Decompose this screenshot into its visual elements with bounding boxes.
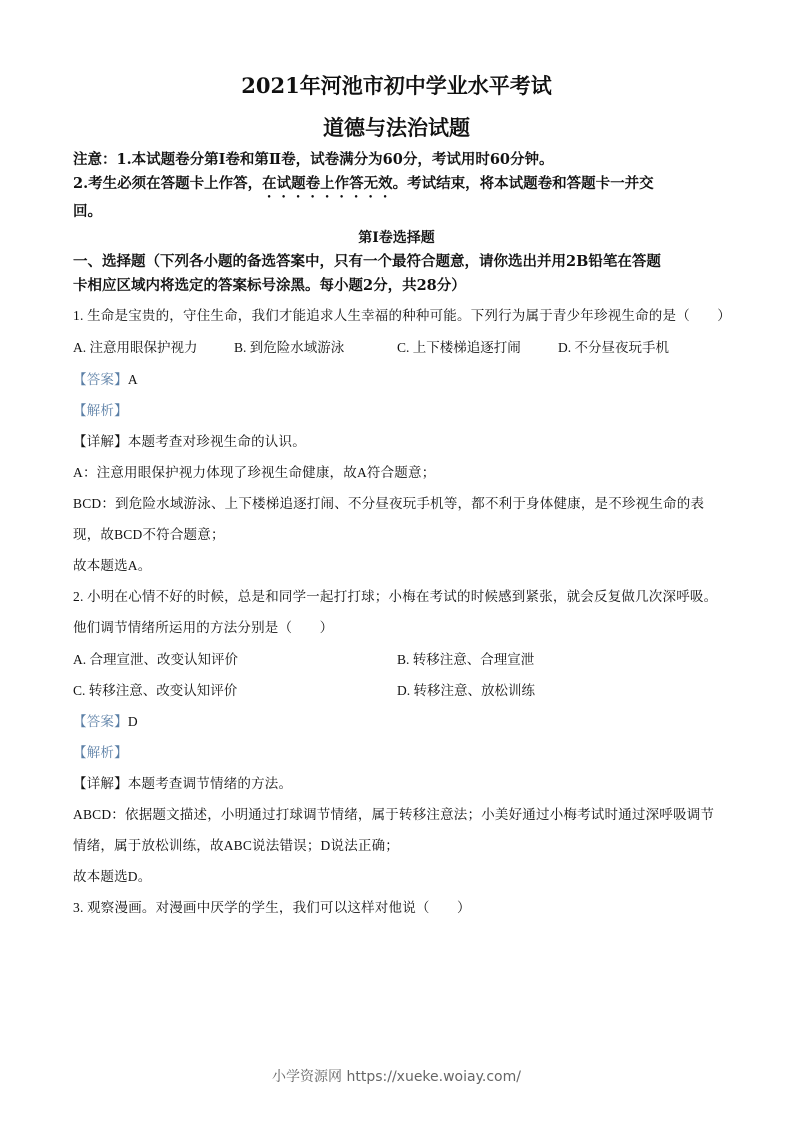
question-2-option-c: C. 转移注意、改变认知评价 (73, 683, 238, 698)
question-1-option-c: C. 上下楼梯追逐打闹 (397, 340, 521, 355)
question-1-detail-1: A：注意用眼保护视力体现了珍视生命健康，故A符合题意； (73, 465, 436, 480)
notice-line-2-post: 。考试结束，将本试题卷和答题卡一并交 (392, 175, 654, 192)
notice-line-1: 注意：1.本试题卷分第Ⅰ卷和第Ⅱ卷，试卷满分为60分，考试用时60分钟。 (73, 151, 554, 168)
answer-value: A (127, 372, 138, 387)
notice-line-2 (73, 172, 654, 201)
section-instruction-1: 一、选择题（下列各小题的备选答案中，只有一个最符合题意，请你选出并用2B铅笔在答题 (73, 253, 661, 270)
question-2-stem-1: 2. 小明在心情不好的时候，总是和同学一起打打球；小梅在考试的时候感到紧张，就会反复做几次深呼吸。 (73, 589, 718, 604)
notice-emphasis: 在试题卷上作答无效 (262, 175, 393, 192)
question-2-detail-1: ABCD：依据题文描述，小明通过打球调节情绪，属于转移注意法；小美好通过小梅考试时通过深呼吸调节 (73, 807, 715, 822)
answer-value: D (127, 714, 138, 729)
section-title: 第Ⅰ卷选择题 (358, 230, 435, 246)
question-2-answer (73, 710, 138, 730)
question-1-detail-4: 故本题选A。 (73, 558, 152, 573)
question-3-stem: 3. 观察漫画。对漫画中厌学的学生，我们可以这样对他说（ ） (73, 900, 471, 915)
detail-label: 【详解】 (73, 434, 128, 449)
question-1-analysis-label: 【解析】 (73, 403, 128, 418)
question-2-option-d: D. 转移注意、放松训练 (397, 683, 535, 698)
footer-watermark: 小学资源网 https://xueke.woiay.com/ (272, 1069, 521, 1085)
notice-line-2-pre: 2.考生必须在答题卡上作答， (73, 175, 263, 192)
question-1-option-d: D. 不分昼夜玩手机 (558, 340, 669, 355)
question-2-detail-0 (73, 772, 292, 792)
question-2-analysis-label: 【解析】 (73, 745, 128, 760)
question-2-stem-2: 他们调节情绪所运用的方法分别是（ ） (73, 620, 334, 635)
detail-text: 本题考查调节情绪的方法。 (127, 776, 293, 791)
question-2-detail-2: 情绪，属于放松训练，故ABC说法错误；D说法正确； (73, 838, 400, 853)
notice-line-3: 回。 (73, 203, 102, 220)
answer-label: 【答案】 (73, 714, 128, 729)
question-1-option-b: B. 到危险水域游泳 (234, 340, 345, 355)
question-2-option-b: B. 转移注意、合理宣泄 (397, 652, 535, 667)
subject-title: 道德与法治试题 (323, 115, 470, 140)
question-1-stem: 1. 生命是宝贵的，守住生命，我们才能追求人生幸福的种种可能。下列行为属于青少年珍视生命的是（ ） (73, 308, 731, 323)
answer-label: 【答案】 (73, 372, 128, 387)
question-1-detail-0 (73, 430, 306, 450)
exam-title: 2021年河池市初中学业水平考试 (241, 73, 552, 98)
question-1-answer (73, 368, 138, 388)
question-2-option-a: A. 合理宣泄、改变认知评价 (73, 652, 238, 667)
question-1-detail-3: 现，故BCD不符合题意； (73, 527, 225, 542)
detail-text: 本题考查对珍视生命的认识。 (127, 434, 306, 449)
question-1-option-a: A. 注意用眼保护视力 (73, 340, 198, 355)
detail-label: 【详解】 (73, 776, 128, 791)
question-2-detail-3: 故本题选D。 (73, 869, 152, 884)
section-instruction-2: 卡相应区域内将选定的答案标号涂黑。每小题2分，共28分） (73, 277, 466, 294)
question-1-detail-2: BCD：到危险水域游泳、上下楼梯追逐打闹、不分昼夜玩手机等，都不利于身体健康，是不珍视生命的表 (73, 496, 705, 511)
